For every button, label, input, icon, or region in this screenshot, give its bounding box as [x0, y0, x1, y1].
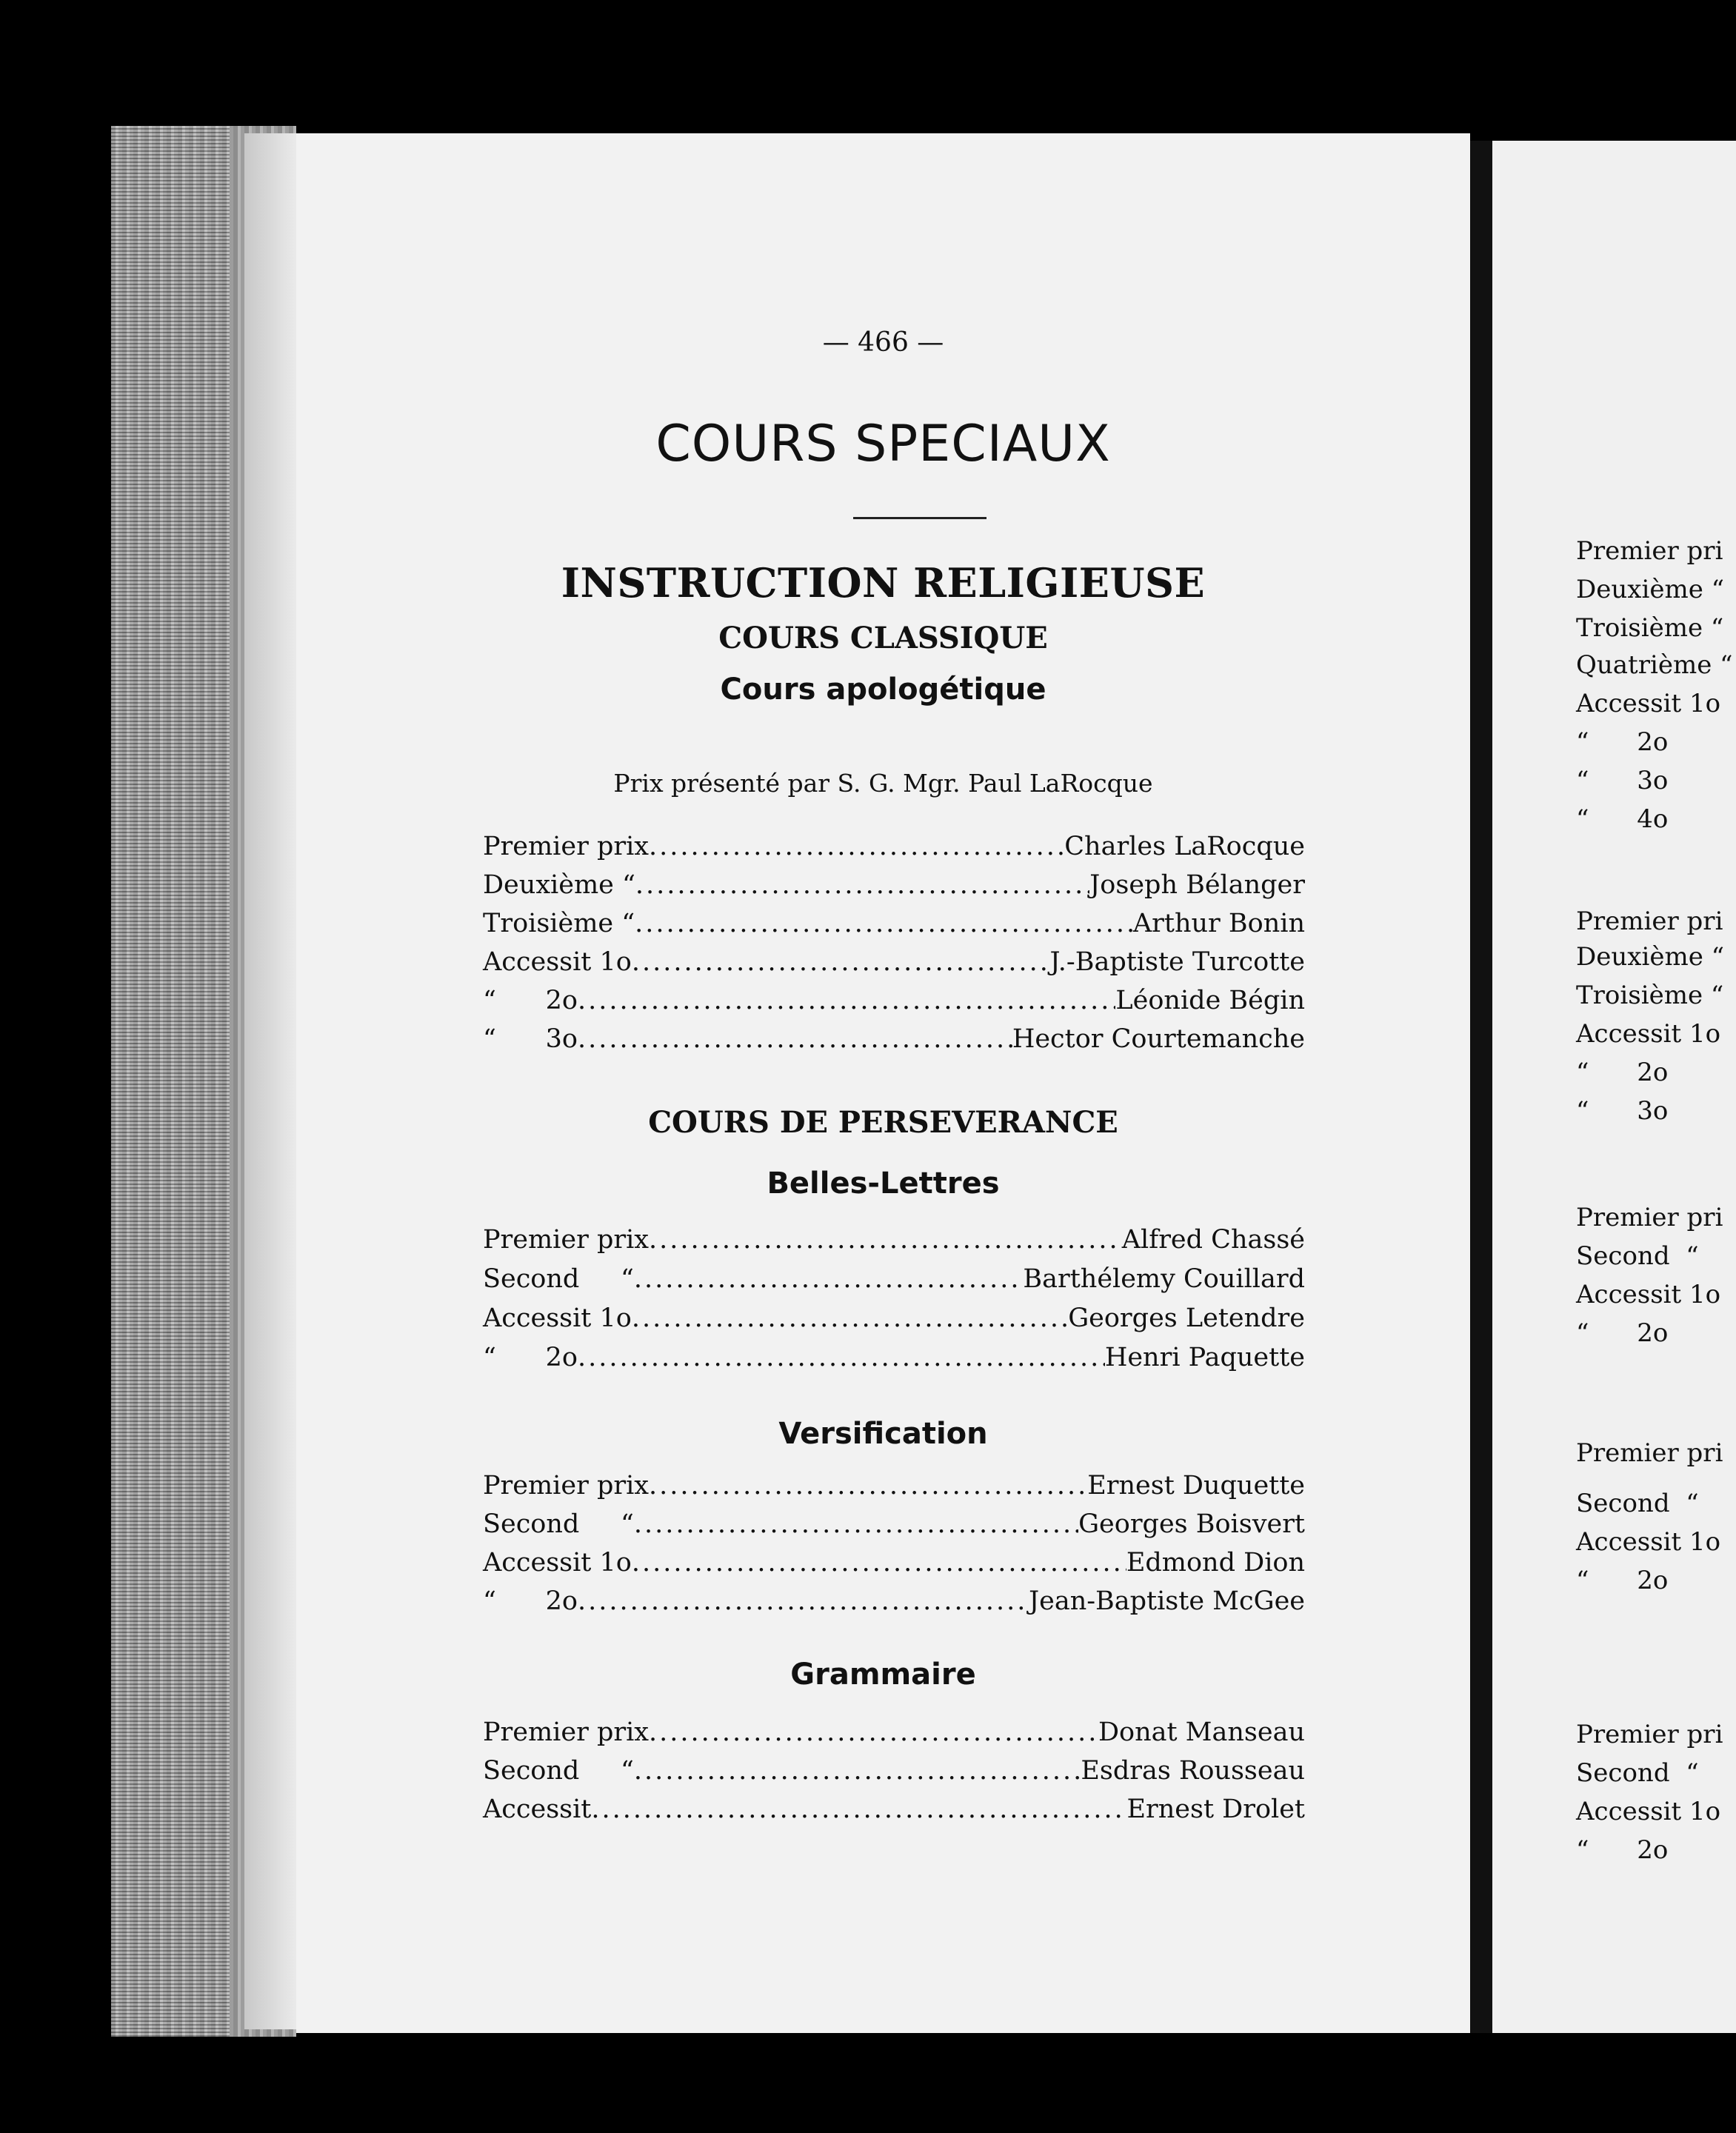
prize-rank: “ 3o: [483, 1024, 578, 1054]
leader-dots: [632, 943, 1050, 981]
right-page-row: Premier pri: [1576, 1438, 1723, 1468]
right-page-row: “ 2o: [1576, 727, 1669, 757]
leader-dots: [635, 904, 1133, 943]
leader-dots: [578, 1582, 1029, 1620]
course-heading-belles-lettres: Belles-Lettres: [767, 1166, 1000, 1201]
leader-dots: [649, 1221, 1122, 1259]
right-page-row: Accessit 1o: [1576, 1527, 1721, 1557]
prize-rank: Premier prix: [483, 1471, 650, 1501]
prize-rank: Premier prix: [483, 832, 650, 861]
prize-rank: Troisième “: [483, 909, 635, 938]
leader-dots: [578, 1020, 1012, 1058]
prize-row: [483, 827, 1305, 866]
winner-name: Ernest Drolet: [1126, 1795, 1305, 1824]
prize-row: [483, 1505, 1305, 1543]
book-spine: [1470, 141, 1492, 2033]
right-page-row: Second “: [1576, 1758, 1699, 1788]
right-page-row: Accessit 1o: [1576, 1019, 1721, 1049]
prize-rank: Deuxième “: [483, 870, 635, 900]
leader-dots: [649, 1713, 1098, 1752]
course-heading-apologetique: Cours apologétique: [720, 672, 1046, 707]
section-heading: INSTRUCTION RELIGIEUSE: [561, 559, 1206, 607]
subsection-heading-perseverance: COURS DE PERSEVERANCE: [648, 1105, 1118, 1140]
winner-name: Henri Paquette: [1104, 1343, 1305, 1372]
winner-name: Léonide Bégin: [1115, 986, 1305, 1015]
right-page-row: Quatrième “: [1576, 650, 1733, 680]
right-page-row: “ 2o: [1576, 1318, 1669, 1348]
right-page-row: Premier pri: [1576, 1720, 1723, 1749]
leader-dots: [634, 1752, 1081, 1790]
prize-rank: “ 2o: [483, 1586, 578, 1616]
winner-name: Barthélemy Couillard: [1023, 1264, 1305, 1294]
right-page-row: Troisième “: [1576, 613, 1724, 643]
prize-rank: Accessit 1o: [483, 1548, 632, 1578]
right-page-row: Deuxième “: [1576, 942, 1724, 972]
prize-row: [483, 1466, 1305, 1505]
prize-row: [483, 1752, 1305, 1790]
right-page-row: Premier pri: [1576, 907, 1723, 936]
winner-name: Joseph Bélanger: [1089, 870, 1305, 900]
prize-rank: Accessit: [483, 1795, 592, 1824]
prize-rank: Second “: [483, 1756, 634, 1786]
leader-dots: [634, 1505, 1078, 1543]
right-page-row: Accessit 1o: [1576, 689, 1721, 718]
prize-row: [483, 1020, 1305, 1058]
right-page-row: “ 3o: [1576, 1096, 1669, 1126]
right-page-row: “ 3o: [1576, 766, 1669, 795]
page-number: — 466 —: [822, 327, 944, 358]
winner-name: Alfred Chassé: [1121, 1225, 1305, 1255]
prize-row: [483, 1260, 1305, 1298]
right-page-partial: [1492, 141, 1736, 2033]
prize-rank: Second “: [483, 1509, 634, 1539]
winner-name: Edmond Dion: [1126, 1548, 1305, 1578]
winner-name: Esdras Rousseau: [1081, 1756, 1305, 1786]
leader-dots: [632, 1543, 1126, 1582]
right-page-row: “ 4o: [1576, 804, 1669, 834]
prize-row: [483, 904, 1305, 943]
winner-name: Georges Letendre: [1068, 1304, 1305, 1333]
title-divider: [853, 517, 986, 519]
prize-row: [483, 1582, 1305, 1620]
right-page-row: Premier pri: [1576, 536, 1723, 566]
prize-row: [483, 1221, 1305, 1259]
leader-dots: [649, 1466, 1087, 1505]
right-page-row: Second “: [1576, 1489, 1699, 1518]
winner-name: Hector Courtemanche: [1012, 1024, 1305, 1054]
leader-dots: [591, 1790, 1126, 1829]
leader-dots: [632, 1299, 1068, 1338]
leader-dots: [635, 866, 1089, 904]
winner-name: Georges Boisvert: [1078, 1509, 1305, 1539]
prize-rank: Premier prix: [483, 1225, 650, 1255]
subsection-heading-classique: COURS CLASSIQUE: [718, 621, 1048, 655]
course-heading-grammaire: Grammaire: [790, 1658, 976, 1692]
page-gutter-shadow: [244, 133, 304, 2029]
prize-row: [483, 1790, 1305, 1829]
page-title: COURS SPECIAUX: [655, 415, 1111, 473]
right-page-row: Accessit 1o: [1576, 1280, 1721, 1309]
prize-row: [483, 1338, 1305, 1377]
leader-dots: [649, 827, 1064, 866]
right-page-row: “ 2o: [1576, 1835, 1669, 1865]
winner-name: Jean-Baptiste McGee: [1029, 1586, 1305, 1616]
leader-dots: [578, 1338, 1105, 1377]
prize-note: Prix présenté par S. G. Mgr. Paul LaRocque: [613, 769, 1153, 798]
prize-rank: Accessit 1o: [483, 947, 632, 977]
prize-row: [483, 1543, 1305, 1582]
winner-name: Arthur Bonin: [1132, 909, 1305, 938]
prize-row: [483, 943, 1305, 981]
right-page-row: “ 2o: [1576, 1058, 1669, 1087]
right-page-row: “ 2o: [1576, 1566, 1669, 1595]
prize-rank: “ 2o: [483, 1343, 578, 1372]
prize-row: [483, 1713, 1305, 1752]
right-page-row: Accessit 1o: [1576, 1797, 1721, 1826]
prize-row: [483, 981, 1305, 1020]
right-page-row: Deuxième “: [1576, 575, 1724, 604]
winner-name: J.-Baptiste Turcotte: [1049, 947, 1305, 977]
leader-dots: [634, 1260, 1024, 1298]
prize-rank: Premier prix: [483, 1718, 650, 1747]
left-page: [296, 133, 1470, 2033]
prize-row: [483, 1299, 1305, 1338]
winner-name: Ernest Duquette: [1087, 1471, 1305, 1501]
prize-rank: Second “: [483, 1264, 634, 1294]
prize-row: [483, 866, 1305, 904]
right-page-row: Troisième “: [1576, 981, 1724, 1010]
course-heading-versification: Versification: [778, 1417, 988, 1451]
winner-name: Charles LaRocque: [1064, 832, 1305, 861]
leader-dots: [578, 981, 1115, 1020]
winner-name: Donat Manseau: [1098, 1718, 1305, 1747]
right-page-row: Second “: [1576, 1241, 1699, 1271]
right-page-row: Premier pri: [1576, 1203, 1723, 1232]
prize-rank: Accessit 1o: [483, 1304, 632, 1333]
prize-rank: “ 2o: [483, 986, 578, 1015]
